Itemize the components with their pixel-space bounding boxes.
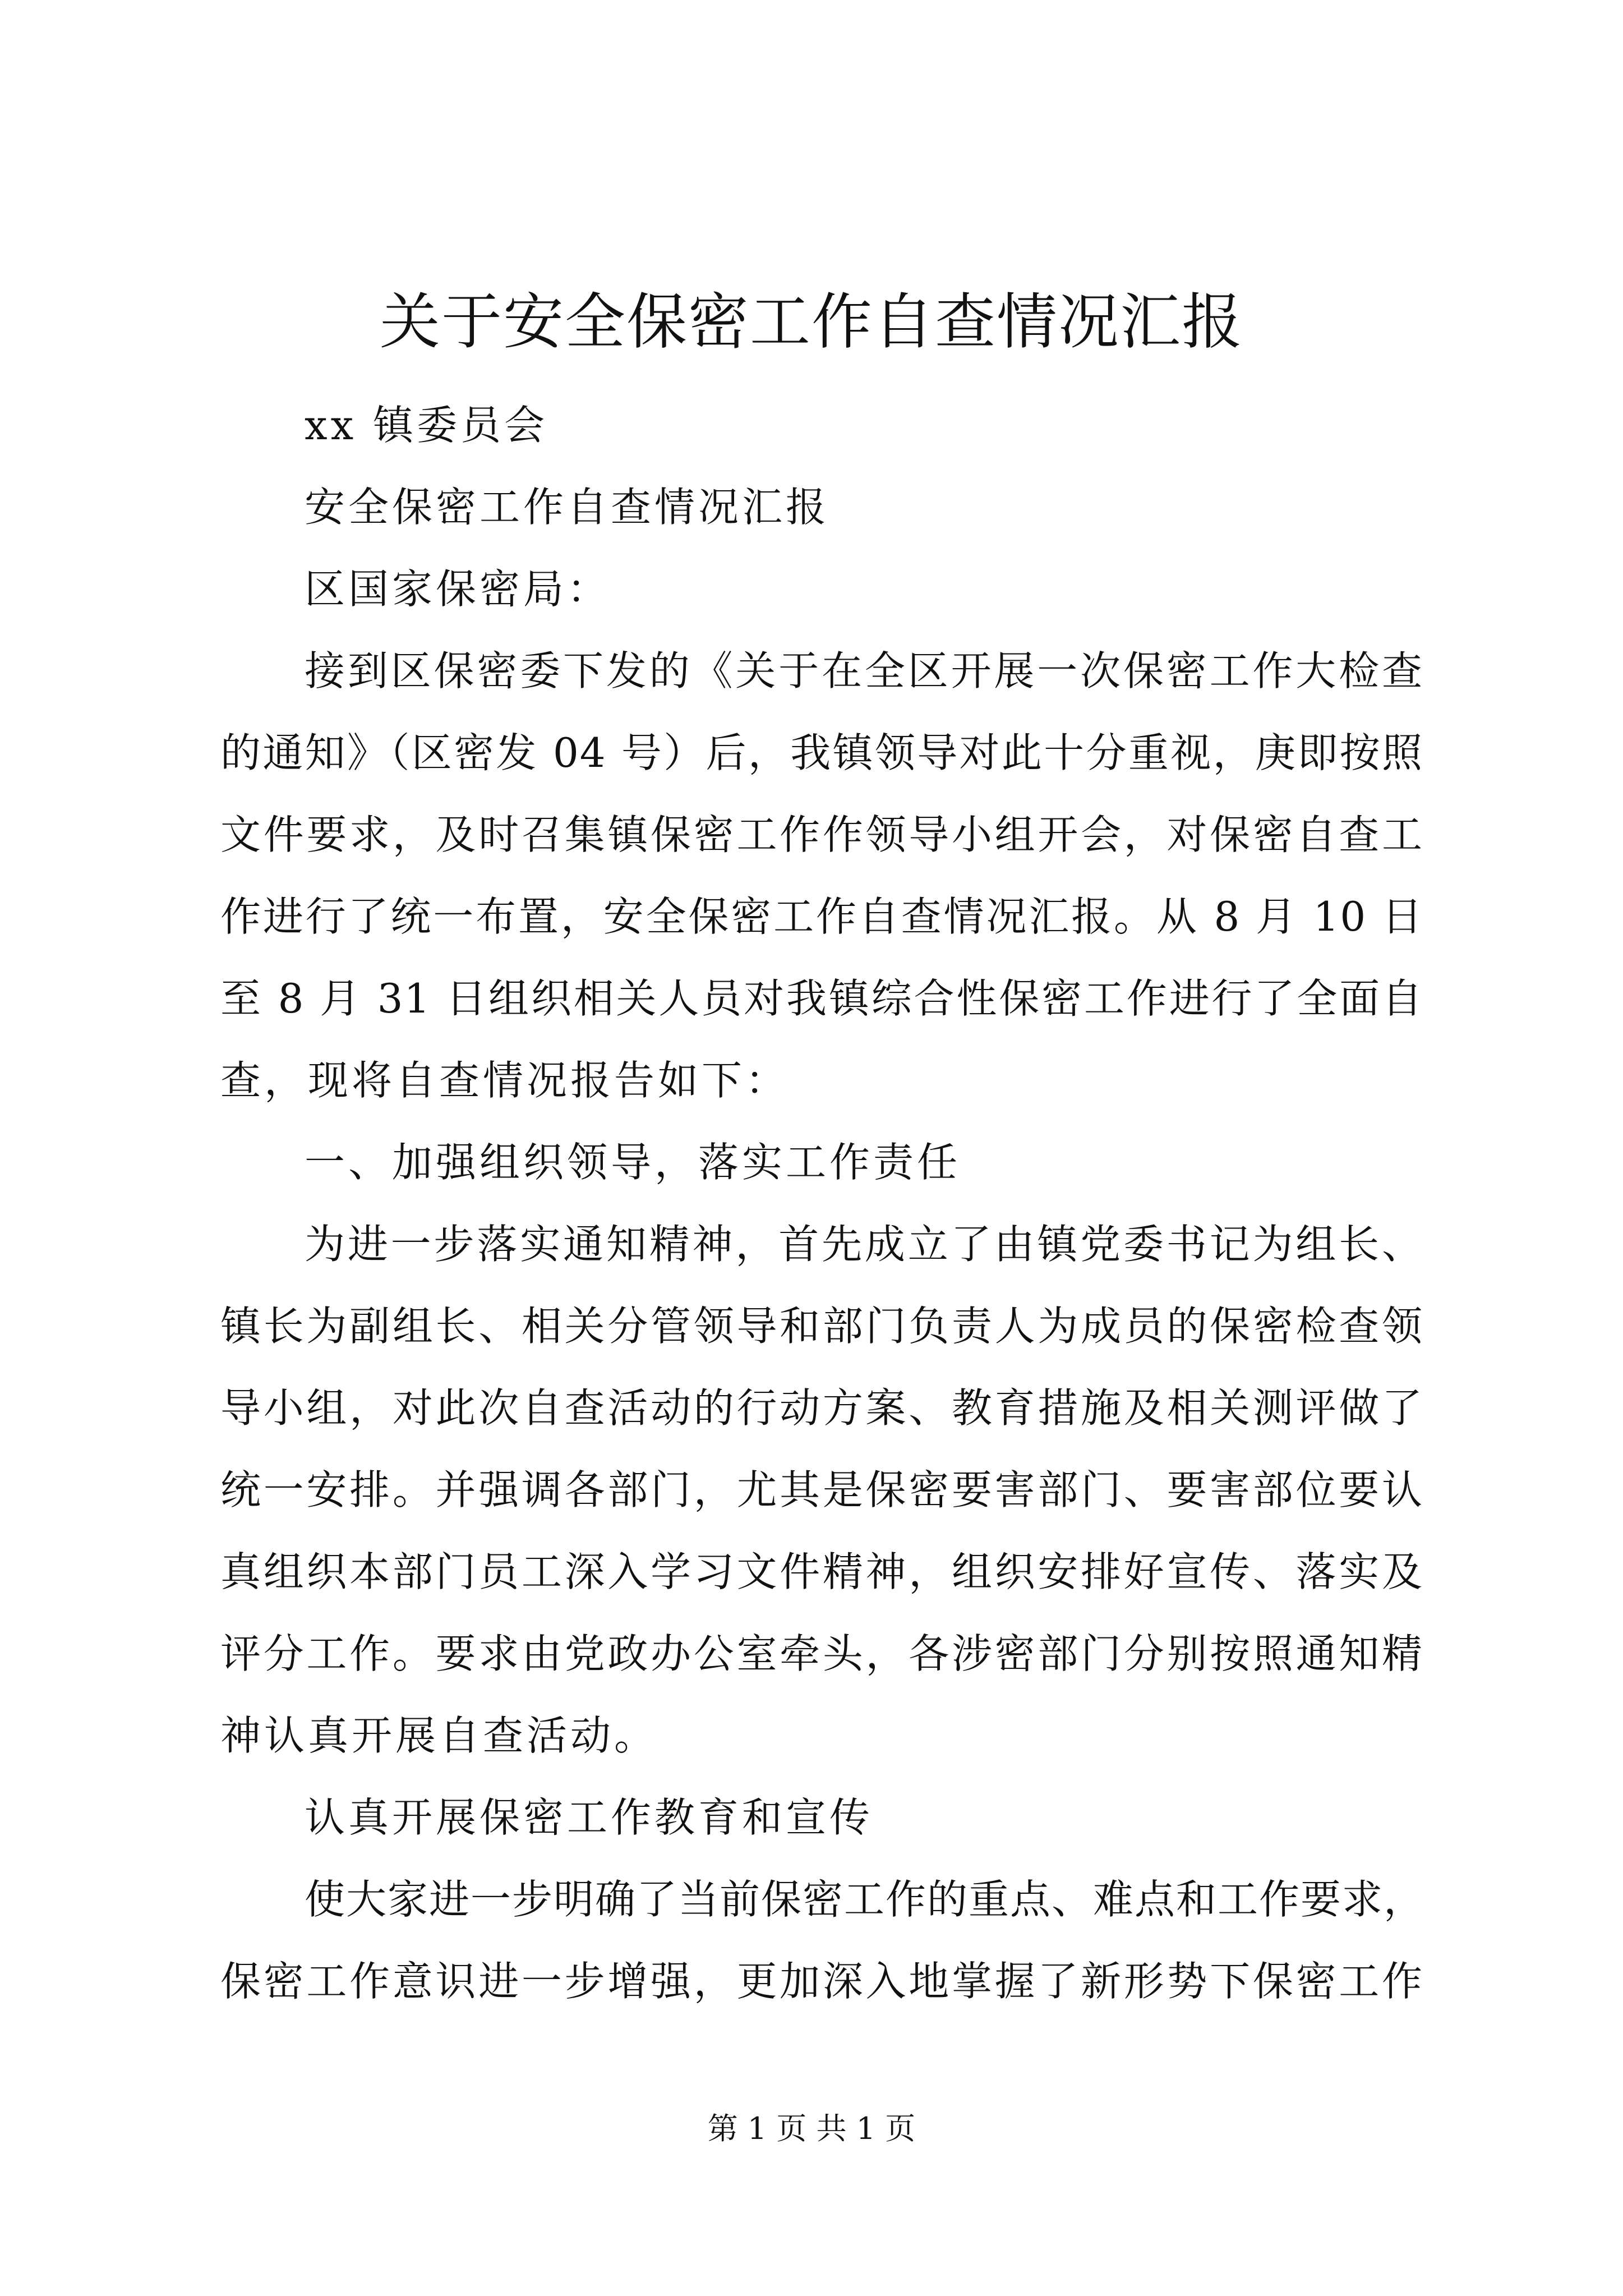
document-body	[220, 384, 1426, 2022]
text-line: 真组织本部门员工深入学习文件精神，组织安排好宣传、落实及	[220, 1548, 1423, 1595]
text-line: 查，现将自查情况报告如下：	[220, 1057, 790, 1104]
text-line: xx 镇委员会	[305, 402, 548, 449]
text-line: 的通知》（区密发 04 号）后，我镇领导对此十分重视，庚即按照	[220, 729, 1423, 776]
text-line: 神认真开展自查活动。	[220, 1712, 658, 1759]
page-number: 第 1 页 共 1 页	[707, 2111, 916, 2146]
text-line: 接到区保密委下发的《关于在全区开展一次保密工作大检查	[305, 647, 1423, 694]
text-line: 使大家进一步明确了当前保密工作的重点、难点和工作要求，	[305, 1876, 1426, 1923]
text-line: 保密工作意识进一步增强，更加深入地掌握了新形势下保密工作	[220, 1958, 1423, 2005]
text-line: 认真开展保密工作教育和宣传	[305, 1794, 874, 1841]
text-line: 至 8 月 31 日组织相关人员对我镇综合性保密工作进行了全面自	[220, 975, 1423, 1022]
text-line: 统一安排。并强调各部门，尤其是保密要害部门、要害部位要认	[220, 1466, 1423, 1513]
text-line: 一、加强组织领导，落实工作责任	[305, 1139, 961, 1186]
text-line: 评分工作。要求由党政办公室牵头，各涉密部门分别按照通知精	[220, 1630, 1423, 1677]
document-title: 关于安全保密工作自查情况汇报	[379, 287, 1243, 357]
text-line: 安全保密工作自查情况汇报	[305, 484, 830, 531]
text-line: 镇长为副组长、相关分管领导和部门负责人为成员的保密检查领	[220, 1303, 1423, 1350]
text-line: 为进一步落实通知精神，首先成立了由镇党委书记为组长、	[305, 1221, 1423, 1268]
text-line: 导小组，对此次自查活动的行动方案、教育措施及相关测评做了	[220, 1384, 1423, 1432]
text-line: 作进行了统一布置，安全保密工作自查情况汇报。从 8 月 10 日	[220, 893, 1423, 940]
text-line: 文件要求，及时召集镇保密工作作领导小组开会，对保密自查工	[220, 811, 1423, 858]
text-line: 区国家保密局：	[305, 565, 611, 613]
